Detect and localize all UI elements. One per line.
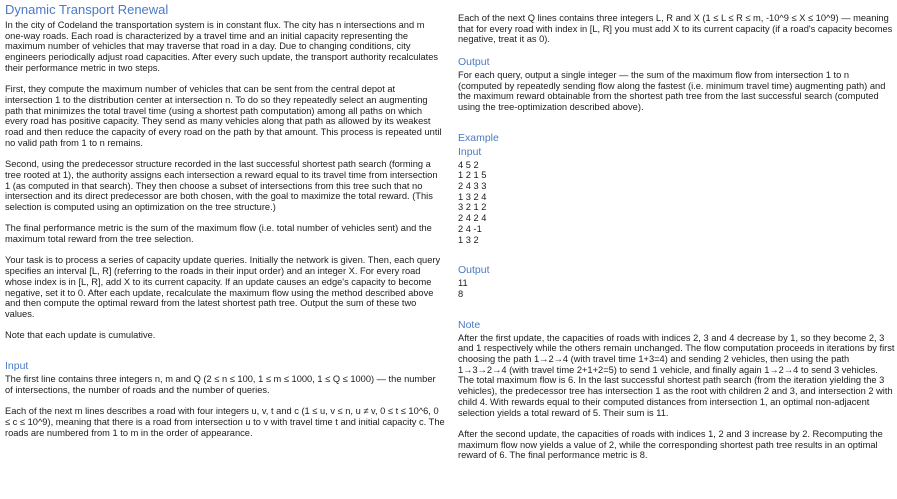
example-input-line: 2 4 3 3 — [458, 181, 487, 192]
right-column — [450, 0, 897, 499]
note-section-header: Note — [458, 318, 481, 331]
example-output-block — [458, 278, 895, 299]
statement-paragraph: Second, using the predecessor structure recorded in the last successful shortest path search (forming a tree rooted at 1), the authority assigns each intersection a reward equal to its travel time from intersection 1 (as computed in that search). They then choose a subset of intersections from this tree such that no intersection and its direct predecessor are both chosen, with the goal to maximize the total reward. (This selection is computed using an optimization on the tree structure.) — [5, 159, 438, 212]
example-input-line: 2 4 -1 — [458, 223, 482, 234]
example-input-line: 1 3 2 4 — [458, 191, 487, 202]
problem-title: Dynamic Transport Renewal — [5, 2, 169, 17]
example-input-line: 1 3 2 — [458, 234, 479, 245]
example-output-line: 8 — [458, 288, 464, 299]
example-input-block — [458, 160, 895, 246]
statement-paragraph: Your task is to process a series of capacity update queries. Initially the network is given. Then, each query specifies an interval [L, R] (referring to the roads in their input order) and an integer X. For every road whose index is in [L, R], add X to its current capacity. If an update causes an edge's capacity to become negative, set it to 0. After each update, recalculate the maximum flow using the method described above and then compute the optimal reward from the latest shortest path tree. Output the sum of these two values. — [5, 255, 441, 319]
statement-paragraph: First, they compute the maximum number of vehicles that can be sent from the central depot at intersection 1 to the distribution center at intersection n. To do so they repeatedly select an augmenting path that minimizes the total travel time (using a shortest path computation) among all paths on which every road has positive capacity. They send as many vehicles along that path as allowed by its weakest road and then reduce the capacity of every road on the path by that amount. This process is repeated until no valid path from 1 to n remains. — [5, 84, 442, 148]
statement-paragraph: In the city of Codeland the transportation system is in constant flux. The city has n intersections and m one-way roads. Each road is characterized by a travel time and an initial capacity representing the maximum number of vehicles that may traverse that road in a day. Due to changing conditions, city engineers periodically adjust road capacities. After every such update, the transport authority recalculates their performance metric in two steps. — [5, 20, 439, 73]
example-input-label: Input — [458, 145, 482, 158]
output-section-header: Output — [458, 55, 490, 68]
input-paragraph: The first line contains three integers n, m and Q (2 ≤ n ≤ 100, 1 ≤ m ≤ 1000, 1 ≤ Q ≤ 1000) — the number of intersections, the number of roads and the number of queries. — [5, 374, 436, 395]
example-output-line: 11 — [458, 278, 468, 289]
statement-paragraph: Note that each update is cumulative. — [5, 330, 156, 341]
example-section-header: Example — [458, 131, 499, 144]
example-input-line: 1 2 1 5 — [458, 170, 487, 181]
input-paragraph: Each of the next m lines describes a road with four integers u, v, t and c (1 ≤ u, v ≤ n, u ≠ v, 0 ≤ t ≤ 10^6, 0 ≤ c ≤ 10^9), meaning that there is a road from intersection u to v with travel time t and initial capacity c. The roads are numbered from 1 to m in the order of appearance. — [5, 406, 445, 438]
input-section-header: Input — [5, 360, 29, 373]
example-output-label: Output — [458, 264, 490, 277]
input-paragraph-continuation: Each of the next Q lines contains three integers L, R and X (1 ≤ L ≤ R ≤ m, -10^9 ≤ X ≤ 10^9) — meaning that for every road with index in [L, R] you must add X to its current capacity (if a road's capacity becomes negative, treat it as 0). — [458, 13, 893, 45]
example-input-line: 2 4 2 4 — [458, 213, 487, 224]
example-input-line: 4 5 2 — [458, 159, 479, 170]
example-input-line: 3 2 1 2 — [458, 202, 487, 213]
output-paragraph: For each query, output a single integer — the sum of the maximum flow from intersection 1 to n (computed by repeatedly sending flow along the fastest (i.e. minimum travel time) augmenting path) and the maximum reward obtainable from the shortest path tree from the last successful search (computed using the tree-optimization described above). — [458, 69, 886, 112]
note-paragraph: After the first update, the capacities of roads with indices 2, 3 and 4 decrease by 1, so they become 2, 3 and 1 respectively while the others remain unchanged. The flow computation proceeds in iterations by first choosing the path 1→2→4 (with travel time 1+3=4) and sending 2 vehicles, then using the path 1→3→2→4 (with travel time 2+1+2=5) to send 1 vehicle, and finally again 1→2→4 to send 3 vehicles. The total maximum flow is 6. In the last successful shortest path search (from the iteration yielding the 3 vehicles), the predecessor tree has intersection 1 as the root with children 2 and 3, and intersection 2 with child 4. With rewards equal to their computed distances from intersection 1, an optimal non-adjacent selection yields a total reward of 5. Their sum is 11. — [458, 332, 895, 418]
statement-paragraph: The final performance metric is the sum of the maximum flow (i.e. total number of vehicles sent) and the maximum total reward from the tree selection. — [5, 223, 432, 245]
note-paragraph: After the second update, the capacities of roads with indices 1, 2 and 3 increase by 2. Recomputing the maximum flow now yields a value of 2, while the corresponding shortest path tree results in an optimal reward of 6. The final performance metric is 8. — [458, 428, 883, 461]
